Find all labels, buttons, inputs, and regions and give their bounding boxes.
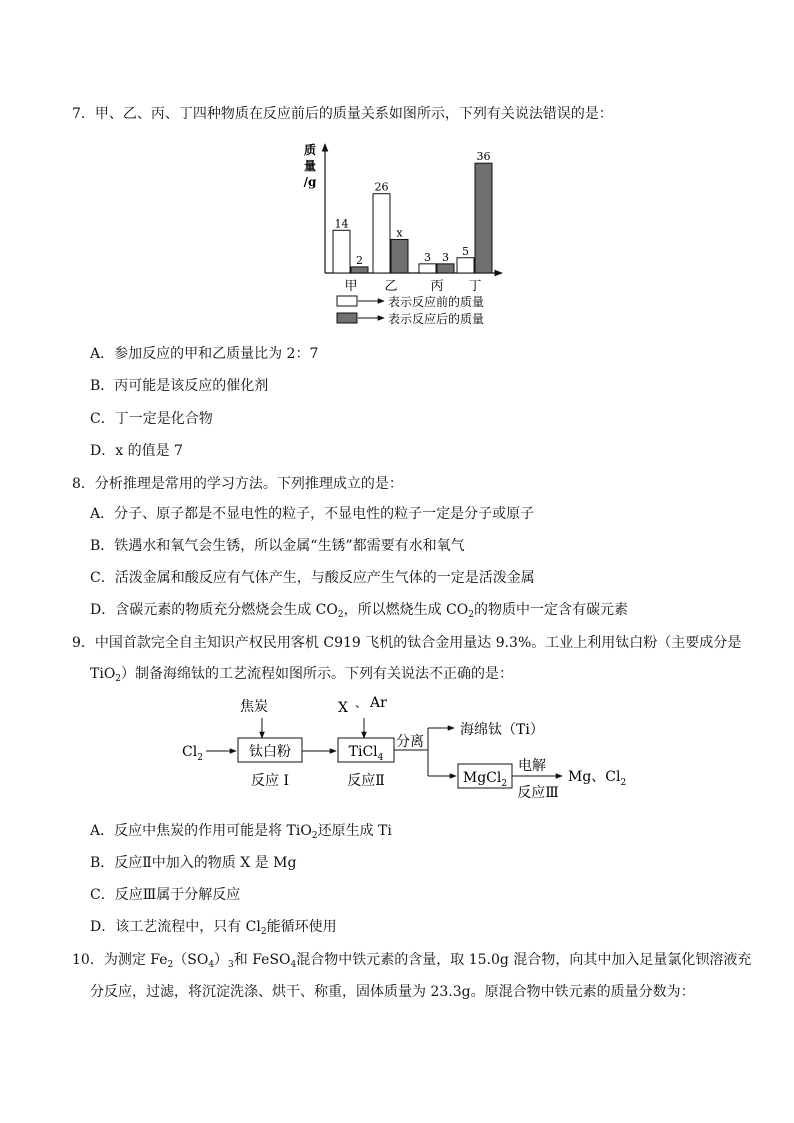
flow-electrolysis-label: 电解	[518, 758, 546, 774]
q7-option-b: B．丙可能是该反应的催化剂	[90, 378, 269, 394]
flow-sponge-ti-label: 海绵钛（Ti）	[460, 722, 544, 738]
q7-option-c: C．丁一定是化合物	[90, 411, 213, 427]
legend-swatch-before	[337, 296, 357, 306]
q7-stem: 7．甲、乙、丙、丁四种物质在反应前后的质量关系如图所示，下列有关说法错误的是：	[72, 106, 613, 122]
bar-乙-after	[391, 239, 408, 273]
flow-products-label: Mg、$Cl_2$	[568, 769, 627, 788]
y-axis-label-part: /g	[303, 175, 317, 189]
q7-option-a: A．参加反应的甲和乙质量比为 2：7	[90, 346, 319, 362]
bar-丙-before	[419, 264, 436, 273]
flow-box-ticl4-label: TiCl$_4$	[348, 744, 384, 763]
q9-option-a: A．反应中焦炭的作用可能是将 TiO$_2$还原生成 Ti	[90, 823, 392, 841]
legend-label: 表示反应后的质量	[388, 312, 485, 326]
flow-react1-label: 反应 I	[251, 773, 289, 789]
flow-separate-label: 分离	[396, 734, 424, 750]
bar-value-label: x	[396, 226, 403, 240]
q8-option-c: C．活泼金属和酸反应有气体产生，与酸反应产生气体的一定是活泼金属	[90, 570, 535, 586]
q8-option-b: B．铁遇水和氧气会生锈，所以金属“生锈”都需要有水和氧气	[90, 538, 465, 554]
bar-丁-before	[457, 258, 474, 273]
q7-option-d: D．x 的值是 7	[90, 443, 183, 459]
q9-stem: 9．中国首款完全自主知识产权民用客机 C919 飞机的钛合金用量达 9.3%。工业上利用钛白粉（主要成分是	[72, 635, 742, 651]
q9-flow-diagram	[176, 690, 636, 810]
flow-cl2-input: $Cl_2$	[182, 744, 203, 763]
bar-value-label: 5	[462, 244, 469, 258]
x-tick-label: 丁	[468, 279, 482, 294]
flow-comma: 、	[355, 696, 368, 710]
q9-option-d: D．该工艺流程中，只有 $Cl_2$能循环使用	[90, 919, 337, 937]
q9-stem-continued: TiO$_2$）制备海绵钛的工艺流程如图所示。下列有关说法不正确的是：	[90, 666, 514, 684]
bar-丁-after	[475, 163, 492, 273]
flow-box-mgcl2-label: MgCl$_2$	[462, 770, 508, 789]
legend-label: 表示反应前的质量	[388, 295, 485, 309]
bar-丙-after	[437, 264, 454, 273]
y-axis-label-part: 质	[303, 143, 317, 157]
bar-甲-before	[333, 230, 350, 273]
bar-value-label: 3	[424, 250, 431, 264]
flow-coke-label: 焦炭	[240, 699, 268, 715]
flow-box-tio2-label: 钛白粉	[249, 744, 291, 760]
x-tick-label: 乙	[384, 279, 398, 294]
y-axis-label-part: 量	[303, 159, 317, 173]
bar-value-label: 2	[356, 253, 363, 267]
q7-bar-chart	[300, 138, 540, 338]
q8-stem: 8．分析推理是常用的学习方法。下列推理成立的是：	[72, 476, 403, 492]
q9-option-c: C．反应Ⅲ属于分解反应	[90, 887, 241, 903]
x-tick-label: 甲	[344, 279, 358, 294]
flow-react2-label: 反应Ⅱ	[347, 773, 385, 789]
legend-swatch-after	[337, 313, 357, 323]
flow-react3-label: 反应Ⅲ	[517, 785, 559, 801]
bar-value-label: 36	[476, 150, 491, 164]
x-tick-label: 丙	[430, 279, 444, 294]
q10-stem-line2: 分反应，过滤，将沉淀洗涤、烘干、称重，固体质量为 23.3g。原混合物中铁元素的质量分数为：	[90, 984, 695, 1000]
bar-甲-after	[351, 267, 368, 273]
bar-value-label: 26	[374, 180, 389, 194]
flow-ar-label: Ar	[370, 695, 387, 711]
bar-乙-before	[373, 194, 390, 273]
bar-value-label: 3	[442, 250, 449, 264]
q8-option-d: D．含碳元素的物质充分燃烧会生成 $CO_2$，所以燃烧生成 $CO_2$的物质中一定含有碳元素	[90, 602, 628, 620]
bar-value-label: 14	[334, 217, 349, 231]
flow-x-label: X	[338, 700, 348, 716]
q10-stem-line1: 10．为测定 $Fe_2(SO_4)_3$和 FeSO$_4$混合物中铁元素的含量，取 15.0g 混合物，向其中加入足量氯化钡溶液充	[72, 952, 752, 970]
q8-option-a: A．分子、原子都是不显电性的粒子，不显电性的粒子一定是分子或原子	[90, 506, 535, 522]
q9-option-b: B．反应Ⅱ中加入的物质 X 是 Mg	[90, 855, 297, 871]
